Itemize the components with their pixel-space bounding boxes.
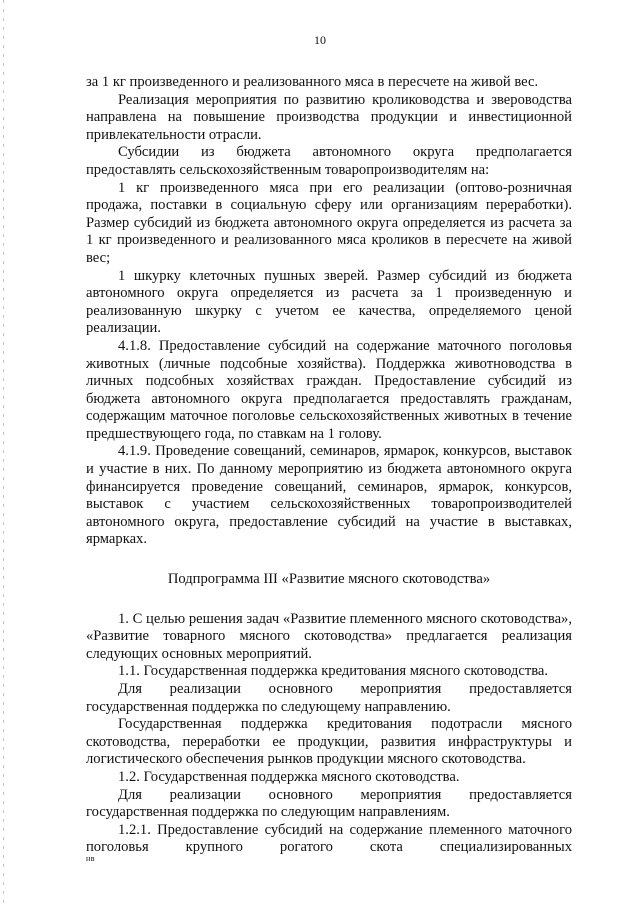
paragraph: 4.1.9. Проведение совещаний, семинаров, ярмарок, конкурсов, выставок и участие в них. По данному мероприятию из бюджета автономного округа финансируется проведение совещаний, семинаров, ярмарок, конкурсов, выставок с участием сельскохозяйственных товаропроизводителей автономного округа, предоставление субсидий на участие в выставках, ярмарках. xyxy=(86,443,572,548)
paragraph: Для реализации основного мероприятия предоставляется государственная поддержка по следующим направлениям. xyxy=(86,786,572,821)
paragraph: 1. С целью решения задач «Развитие племенного мясного скотоводства», «Развитие товарного мясного скотоводства» предлагается реализация следующих основных мероприятий. xyxy=(86,610,572,662)
paragraph: Государственная поддержка кредитования подотрасли мясного скотоводства, переработки ее продукции, развития инфраструктуры и логистического обеспечения рынков продукции мясного скотоводства. xyxy=(86,716,572,768)
paragraph: Субсидии из бюджета автономного округа предполагается предоставлять сельскохозяйственным товаропроизводителям на: xyxy=(86,144,572,178)
paragraph: 1 кг произведенного мяса при его реализации (оптово-розничная продажа, поставки в социальную сферу или организациям переработки). Размер субсидий из бюджета автономного округа определяется из расчета за 1 кг произведенного и реализованного мяса кроликов в пересчете на живой вес; xyxy=(86,179,572,266)
paragraph: Для реализации основного мероприятия предоставляется государственная поддержка по следующему направлению. xyxy=(86,681,572,715)
document-body xyxy=(86,74,572,857)
paragraph: 1 шкурку клеточных пушных зверей. Размер субсидий из бюджета автономного округа определяется из расчета за 1 произведенную и реализованную шкурку с учетом ее качества, определяемого ценой реализации. xyxy=(86,267,572,337)
section-heading: Подпрограмма III «Развитие мясного скотоводства» xyxy=(167,571,491,588)
paragraph: 1.2. Государственная поддержка мясного скотоводства. xyxy=(118,768,460,785)
paragraph: 1.1. Государственная поддержка кредитования мясного скотоводства. xyxy=(118,663,549,680)
paragraph: за 1 кг произведенного и реализованного мяса в пересчете на живой вес. xyxy=(86,74,539,90)
paragraph: Реализация мероприятия по развитию кролиководства и звероводства направлена на повышение производства продукции и инвестиционной привлекательности отрасли. xyxy=(86,91,572,143)
paragraph: 4.1.8. Предоставление субсидий на содержание маточного поголовья животных (личные подсобные хозяйства). Поддержка животноводства в личных подсобных хозяйствах граждан. Предоставление субсидий из бюджета автономного округа предполагается предоставлять гражданам, содержащим маточное поголовье сельскохозяйственных животных в течение предшествующего года, по ставкам на 1 голову. xyxy=(86,337,572,442)
footer-mark: нв xyxy=(86,854,96,863)
scan-edge xyxy=(3,0,4,905)
page-number: 10 xyxy=(314,33,326,47)
paragraph: 1.2.1. Предоставление субсидий на содержание племенного маточного поголовья крупного рогатого скота специализированных xyxy=(86,821,572,856)
